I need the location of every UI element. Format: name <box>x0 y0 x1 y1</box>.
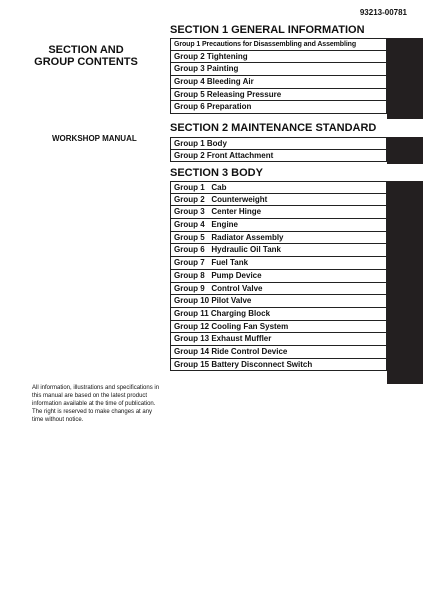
group-link[interactable]: • Group 1 Body <box>170 137 387 150</box>
section-3-tab[interactable] <box>387 181 423 384</box>
disclaimer-text: All information, illustrations and specifications in this manual are based on the latest product information available at the time of publication. The right is reserved to make changes at any time without notice. <box>32 385 160 423</box>
group-link[interactable]: • Group 4 Engine <box>170 219 387 232</box>
section-2-title: SECTION 2 MAINTENANCE STANDARD <box>170 122 377 134</box>
group-link[interactable]: • Group 5 Releasing Pressure <box>170 89 387 102</box>
document-number: 93213-00781 <box>359 8 407 17</box>
group-link[interactable]: • Group 3 Center Hinge <box>170 206 387 219</box>
section-1-title: SECTION 1 GENERAL INFORMATION <box>170 24 365 36</box>
group-link[interactable]: • Group 6 Preparation <box>170 101 387 114</box>
group-link[interactable]: • Group 6 Hydraulic Oil Tank <box>170 244 387 257</box>
group-link[interactable]: • Group 12 Cooling Fan System <box>170 321 387 334</box>
group-link[interactable]: • Group 9 Control Valve <box>170 283 387 296</box>
group-link[interactable]: • Group 11 Charging Block <box>170 308 387 321</box>
group-link[interactable]: • Group 5 Radiator Assembly <box>170 232 387 245</box>
section-3-title: SECTION 3 BODY <box>170 167 263 179</box>
group-link[interactable]: • Group 13 Exhaust Muffler <box>170 333 387 346</box>
group-link[interactable]: • Group 4 Bleeding Air <box>170 76 387 89</box>
section-2-group-list <box>170 137 387 162</box>
section-1-group-list <box>170 38 387 114</box>
section-3-group-list <box>170 181 387 371</box>
section-1-tab[interactable] <box>387 38 423 119</box>
group-link[interactable]: • Group 2 Counterweight <box>170 194 387 207</box>
group-link[interactable]: • Group 2 Front Attachment <box>170 150 387 163</box>
group-link[interactable]: • Group 7 Fuel Tank <box>170 257 387 270</box>
group-link[interactable]: • Group 14 Ride Control Device <box>170 346 387 359</box>
group-link[interactable]: • Group 1 Precautions for Disassembling and Assembling <box>170 38 387 51</box>
group-link[interactable]: • Group 1 Cab <box>170 181 387 194</box>
group-link[interactable]: • Group 2 Tightening <box>170 51 387 64</box>
group-link[interactable]: • Group 10 Pilot Valve <box>170 295 387 308</box>
group-link[interactable]: • Group 3 Painting <box>170 63 387 76</box>
group-link[interactable]: • Group 8 Pump Device <box>170 270 387 283</box>
contents-title: SECTION AND GROUP CONTENTS <box>34 44 138 68</box>
group-link[interactable]: • Group 15 Battery Disconnect Switch <box>170 359 387 372</box>
section-2-tab[interactable] <box>387 137 423 164</box>
manual-type-label: WORKSHOP MANUAL <box>52 134 137 143</box>
